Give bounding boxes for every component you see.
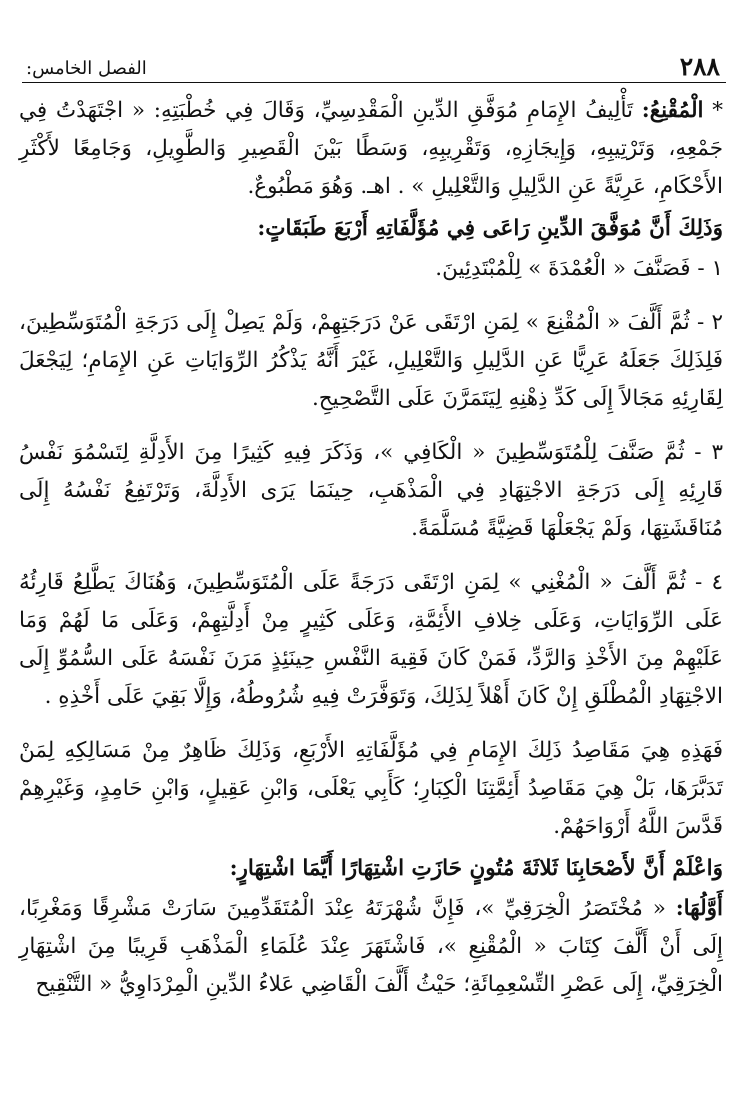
page-body xyxy=(19,92,723,1004)
paragraph-text: « مُخْتَصَرُ الْخِرَقِيِّ »، فَإِنَّ شُهْرَتَهُ عِنْدَ الْمُتَقَدِّمِينَ سَارَتْ مَشْرِقًا وَمَغْرِبًا، إِلَى أَنْ أَلَّفَ كِتَابَ « الْمُقْنِعِ »، فَاشْتَهَرَ عِنْدَ عُلَمَاءِ الْمَذْهَبِ قَرِيبًا مِنَ اشْتِهَارِ الْخِرَقِيِّ، إِلَى عَصْرِ التِّسْعِمِائَةِ؛ حَيْثُ أَلَّفَ الْقَاضِي عَلاءُ الدِّينِ الْمِرْدَاوِيُّ « التَّنْقِيح xyxy=(19,896,723,997)
summary-paragraph: فَهَذِهِ هِيَ مَقَاصِدُ ذَلِكَ الإِمَامِ فِي مُؤَلَّفَاتِهِ الأَرْبَعِ، وَذَلِكَ ظَاهِرٌ مِنْ مَسَالِكِهِ لِمَنْ تَدَبَّرَهَا، بَلْ هِيَ مَقَاصِدُ أَئِمَّتِنَا الْكِبَارِ؛ كَأَبِي يَعْلَى، وَابْنِ عَقِيلٍ، وَابْنِ حَامِدٍ، وَغَيْرِهِمْ قَدَّسَ اللَّهُ أَرْوَاحَهُمْ. xyxy=(19,738,723,839)
term-muqni: الْمُقْنِعُ: xyxy=(641,98,704,123)
page-header xyxy=(22,44,726,83)
list-item-level-2: ٢ - ثُمَّ أَلَّفَ « الْمُقْنِعَ » لِمَنِ ارْتَقَى عَنْ دَرَجَتِهِمْ، وَلَمْ يَصِلْ إِلَى دَرَجَةِ الْمُتَوَسِّطِينَ، فَلِذَلِكَ جَعَلَهُ عَرِيًّا عَنِ الدَّلِيلِ وَالتَّعْلِيلِ، غَيْرَ أَنَّهُ يَذْكُرُ الرِّوَايَاتِ عَنِ الإِمَامِ؛ لِيَجْعَلَ لِقَارِئِهِ مَجَالاً إِلَى كَدِّ ذِهْنِهِ لِيَتَمَرَّنَ عَلَى التَّصْحِيحِ. xyxy=(19,310,723,411)
list-item-level-1: ١ - فَصَنَّفَ « الْعُمْدَةَ » لِلْمُبْتَدِئِينَ. xyxy=(435,256,723,281)
paragraph-text: تَأْلِيفُ الإِمَامِ مُوَفَّقِ الدِّينِ الْمَقْدِسِيِّ، وَقَالَ فِي خُطْبَتِهِ: « اجْتَهَدْتُ فِي جَمْعِهِ، وَتَرْتِيبِهِ، وَإِيجَازِهِ، وَتَقْرِيبِهِ، وَسَطًا بَيْنَ الْقَصِيرِ وَالطَّوِيلِ، وَجَامِعًا لأَكْثَرِ الأَحْكَامِ، عَرِيَّةً عَنِ الدَّلِيلِ وَالتَّعْلِيلِ » . اهـ. وَهُوَ مَطْبُوعٌ. xyxy=(19,98,723,199)
bullet-marker: * xyxy=(712,98,723,123)
term-first: أَوَّلُهَا: xyxy=(675,896,723,921)
paragraph-first-text xyxy=(19,890,723,1004)
paragraph-mughni-intro xyxy=(19,92,723,206)
list-item-level-3: ٣ - ثُمَّ صَنَّفَ لِلْمُتَوَسِّطِينَ « الْكَافِي »، وَذَكَرَ فِيهِ كَثِيرًا مِنَ الأَدِلَّةِ لِتَسْمُوَ نَفْسُ قَارِئِهِ إِلَى دَرَجَةِ الاجْتِهَادِ فِي الْمَذْهَبِ، حِينَمَا يَرَى الأَدِلَّةَ، وَتَرْتَفِعُ نَفْسُهُ إِلَى مُنَاقَشَتِهَا، وَلَمْ يَجْعَلْهَا قَضِيَّةً مُسَلَّمَةً. xyxy=(19,440,723,541)
four-levels-heading: وَذَلِكَ أَنَّ مُوَفَّقَ الدِّينِ رَاعَى فِي مُؤَلَّفَاتِهِ أَرْبَعَ طَبَقَاتٍ: xyxy=(257,216,723,241)
running-title: الفصل الخامس: xyxy=(26,58,147,79)
page-number: ٢٨٨ xyxy=(679,52,720,81)
three-texts-heading: وَاعْلَمْ أَنَّ لأَصْحَابِنَا ثَلاثَةَ مُتُونٍ حَازَتِ اشْتِهَارًا أَيَّمَا اشْتِهَارٍ: xyxy=(229,856,723,881)
list-item-level-4: ٤ - ثُمَّ أَلَّفَ « الْمُغْنِي » لِمَنِ ارْتَقَى دَرَجَةً عَلَى الْمُتَوَسِّطِينَ، وَهُنَاكَ يَطَّلِعُ قَارِئُهُ عَلَى الرِّوَايَاتِ، وَعَلَى خِلافِ الأَئِمَّةِ، وَعَلَى كَثِيرٍ مِنْ أَدِلَّتِهِمْ، وَعَلَى مَا لَهُمْ وَمَا عَلَيْهِمْ مِنَ الأَخْذِ وَالرَّدِّ، فَمَنْ كَانَ فَقِيهَ النَّفْسِ حِينَئِذٍ مَرَنَ نَفْسَهُ عَلَى السُّمُوِّ إِلَى الاجْتِهَادِ الْمُطْلَقِ إِنْ كَانَ أَهْلاً لِذَلِكَ، وَتَوَفَّرَتْ فِيهِ شُرُوطُهُ، وَإِلَّا بَقِيَ عَلَى أَخْذِهِ . xyxy=(19,570,723,709)
